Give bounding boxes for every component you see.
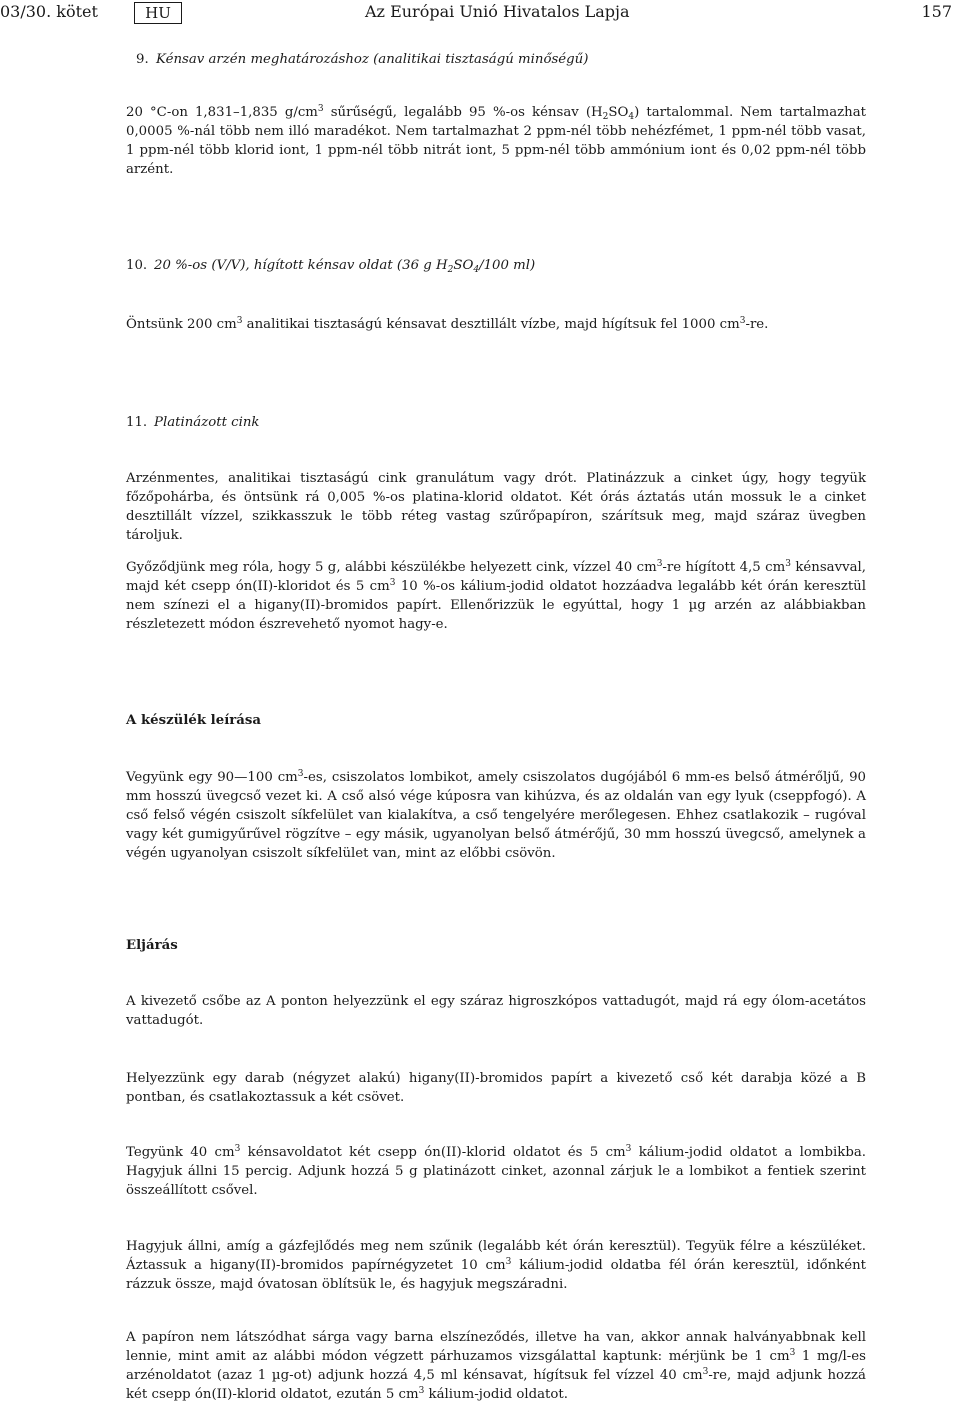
procedure-heading: Eljárás	[126, 938, 178, 953]
procedure-paragraph-3: Tegyünk 40 $cm^3$ kénsavoldatot két csepp ón(II)-klorid oldatot és 5 $cm^3$ kálium-jodid oldatot a lombikba. Hagyjuk állni 15 percig. Adjunk hozzá 5 g platinázott cinket, azonnal zárjuk le a lombikot a fentiek szerint összeállított csővel.	[126, 1144, 867, 1198]
section-11-paragraph-1: Arzénmentes, analitikai tisztaságú cink granulátum vagy drót. Platinázzuk a cinket úgy, hogy tegyük főzőpohárba, és öntsünk rá 0,005 %-os platina-klorid oldatot. Két órás áztatás után mossuk le a cinket desztillált vízzel, szikkasszuk le több réteg vastag szűrőpapíron, szárítsuk meg, majd száraz üvegben tároljuk.	[126, 471, 866, 543]
section-10-paragraph: Öntsünk 200 $cm^3$ analitikai tisztaságú kénsavat desztillált vízbe, majd hígítsuk fel 1000 $cm^3-re$.	[126, 316, 769, 332]
language-badge: HU	[134, 2, 182, 24]
section-9-title: Kénsav arzén meghatározáshoz (analitikai tisztaságú minőségű)	[156, 52, 589, 67]
section-11-paragraph-2: Győződjünk meg róla, hogy 5 g, alábbi készülékbe helyezett cink, vízzel 40 $cm^3-re$ hígított 4,5 $cm^3$ kénsavval, majd két csepp ón(II)-kloridot és 5 $cm^3$ 10 %-os kálium-jodid oldatot hozzáadva legalább két órán keresztül nem színezi el a higany(II)-bromidos papírt. Ellenőrizzük le egyúttal, hogy 1 µg arzén az alábbiakban részletezett módon észrevehető nyomot hagy-e.	[126, 559, 866, 632]
device-heading: A készülék leírása	[126, 713, 261, 728]
section-9-paragraph: 20 °C-on 1,831–1,835 $g/cm^3$ sűrűségű, legalább 95 %-os kénsav $(H_2SO_4)$ tartalommal. Nem tartalmazhat 0,0005 %-nál több nem illó maradékot. Nem tartalmazhat 2 ppm-nél több nehézfémet, 1 ppm-nél több vasat, 1 ppm-nél több klorid iont, 1 ppm-nél több nitrát iont, 5 ppm-nél több ammónium iont és 0,02 ppm-nél több arzént.	[126, 104, 866, 177]
section-9-heading: 9. Kénsav arzén meghatározáshoz (analitikai tisztaságú minőségű)	[136, 52, 589, 67]
page-header	[0, 2, 960, 28]
device-paragraph: Vegyünk egy 90—100 $cm^3-es$, csiszolatos lombikot, amely csiszolatos dugójából 6 mm-es belső átmérőljű, 90 mm hosszú üvegcső vezet ki. A cső alsó vége kúposra van kihúzva, és az oldalán van egy lyuk (cseppfogó). A cső felső végén csiszolt síkfelület van kialakítva, a cső tengelyére merőlegesen. Ehhez csatlakozik – rugóval vagy két gumigyűrűvel rögzítve – egy másik, ugyanolyan belső átmérőjű, 30 mm hosszú üvegcső, amelynek a végén ugyanolyan csiszolt síkfelület van, mint az előbbi csövön.	[126, 769, 866, 861]
procedure-paragraph-2: Helyezzünk egy darab (négyzet alakú) higany(II)-bromidos papírt a kivezető cső két darabja közé a B pontban, és csatlakoztassuk a két csövet.	[126, 1071, 866, 1105]
procedure-paragraph-5: A papíron nem látszódhat sárga vagy barna elszíneződés, illetve ha van, akkor annak halványabbnak kell lennie, mint amit az alábbi módon végzett párhuzamos vizsgálattal kaptunk: mérjünk be 1 $cm^3$ 1 mg/l-es arzénoldatot (azaz 1 µg-ot) adjunk hozzá 4,5 ml kénsavat, hígítsuk fel vízzel 40 $cm^3-re$, majd adjunk hozzá két csepp ón(II)-klorid oldatot, ezután 5 $cm^3$ kálium-jodid oldatot.	[126, 1330, 866, 1402]
journal-title: Az Európai Unió Hivatalos Lapja	[365, 2, 630, 21]
section-10-title: 20 %-os (V/V), hígított kénsav oldat (36 g $H_2SO_4/100$ ml)	[154, 258, 536, 275]
section-11-heading: 11. Platinázott cink	[126, 415, 260, 430]
procedure-paragraph-1: A kivezető csőbe az A ponton helyezzünk el egy száraz higroszkópos vattadugót, majd rá egy ólom-acetátos vattadugót.	[126, 994, 866, 1028]
section-10-heading: 10. 20 %-os (V/V), hígított kénsav oldat (36 g $H_2SO_4/100$ ml)	[126, 258, 536, 275]
volume-label: 03/30. kötet	[0, 2, 98, 21]
page-number: 157	[921, 2, 952, 21]
procedure-paragraph-4: Hagyjuk állni, amíg a gázfejlődés meg nem szűnik (legalább két órán keresztül). Tegyük félre a készüléket. Áztassuk a higany(II)-bromidos papírnégyzetet 10 $cm^3$ kálium-jodid oldatba fél órán keresztül, időnként rázzuk össze, majd óvatosan öblítsük le, és hagyjuk megszáradni.	[126, 1239, 866, 1292]
section-11-title: Platinázott cink	[154, 415, 260, 430]
